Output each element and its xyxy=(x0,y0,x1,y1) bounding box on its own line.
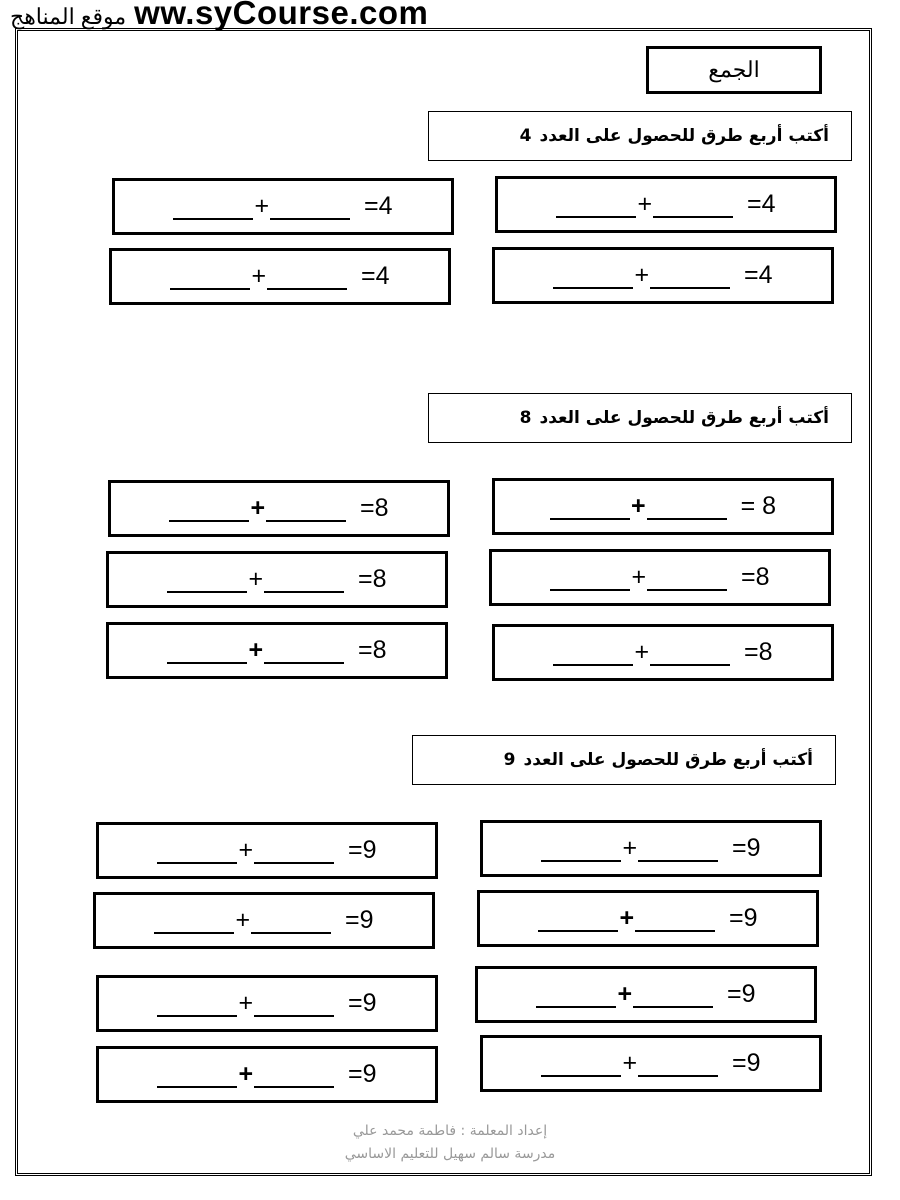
plus-sign: + xyxy=(238,1060,254,1088)
equation-box xyxy=(96,1046,438,1103)
equation-box xyxy=(106,622,448,679)
equation-result: =8 xyxy=(358,565,387,593)
plus-sign: + xyxy=(238,989,254,1017)
equation-box xyxy=(96,975,438,1032)
answer-blank[interactable] xyxy=(553,640,633,666)
equation-result: =9 xyxy=(732,834,761,862)
plus-sign: + xyxy=(250,494,266,522)
school-name: مدرسة سالم سهيل للتعليم الاساسي xyxy=(344,1146,556,1162)
answer-blank[interactable] xyxy=(170,264,250,290)
target-number: 8 xyxy=(519,408,532,428)
answer-blank[interactable] xyxy=(267,264,347,290)
answer-blank[interactable] xyxy=(638,836,718,862)
answer-blank[interactable] xyxy=(254,838,334,864)
equation-box xyxy=(475,966,817,1023)
equation-box xyxy=(480,820,822,877)
equation-result: =4 xyxy=(747,190,776,218)
plus-sign: + xyxy=(634,261,650,289)
instruction-box-4 xyxy=(428,111,852,161)
instruction-box-8 xyxy=(428,393,852,443)
instruction-box-9 xyxy=(412,735,836,785)
equation-result: =4 xyxy=(361,262,390,290)
plus-sign: + xyxy=(251,262,267,290)
teacher-credit: إعداد المعلمة : فاطمة محمد علي xyxy=(352,1123,548,1139)
answer-blank[interactable] xyxy=(647,494,727,520)
equation-box xyxy=(108,480,450,537)
plus-sign: + xyxy=(248,636,264,664)
target-number: 9 xyxy=(503,750,516,770)
watermark-url: ww.syCourse.com xyxy=(134,0,429,31)
answer-blank[interactable] xyxy=(536,982,616,1008)
equation-box xyxy=(495,176,837,233)
answer-blank[interactable] xyxy=(264,567,344,593)
equation-box xyxy=(492,478,834,535)
plus-sign: + xyxy=(617,980,633,1008)
equation-result: =9 xyxy=(348,836,377,864)
answer-blank[interactable] xyxy=(653,192,733,218)
answer-blank[interactable] xyxy=(550,565,630,591)
plus-sign: + xyxy=(630,492,646,520)
answer-blank[interactable] xyxy=(650,640,730,666)
worksheet-title: الجمع xyxy=(646,46,822,94)
answer-blank[interactable] xyxy=(541,836,621,862)
equation-box xyxy=(109,248,451,305)
equation-box xyxy=(93,892,435,949)
equation-result: =9 xyxy=(345,906,374,934)
answer-blank[interactable] xyxy=(251,908,331,934)
answer-blank[interactable] xyxy=(556,192,636,218)
equation-box xyxy=(477,890,819,947)
answer-blank[interactable] xyxy=(270,194,350,220)
plus-sign: + xyxy=(619,904,635,932)
equation-box xyxy=(96,822,438,879)
answer-blank[interactable] xyxy=(167,638,247,664)
equation-result: =8 xyxy=(358,636,387,664)
plus-sign: + xyxy=(622,1049,638,1077)
equation-box xyxy=(112,178,454,235)
plus-sign: + xyxy=(254,192,270,220)
equation-result: =9 xyxy=(727,980,756,1008)
equation-box xyxy=(489,549,831,606)
equation-result: =4 xyxy=(744,261,773,289)
equation-result: = 8 xyxy=(740,492,777,520)
answer-blank[interactable] xyxy=(635,906,715,932)
answer-blank[interactable] xyxy=(157,1062,237,1088)
equation-result: =9 xyxy=(729,904,758,932)
plus-sign: + xyxy=(238,836,254,864)
answer-blank[interactable] xyxy=(650,263,730,289)
answer-blank[interactable] xyxy=(266,496,346,522)
watermark-site-name: موقع المناهج xyxy=(10,4,127,29)
answer-blank[interactable] xyxy=(169,496,249,522)
answer-blank[interactable] xyxy=(538,906,618,932)
answer-blank[interactable] xyxy=(254,991,334,1017)
plus-sign: + xyxy=(634,638,650,666)
answer-blank[interactable] xyxy=(167,567,247,593)
answer-blank[interactable] xyxy=(154,908,234,934)
target-number: 4 xyxy=(519,126,532,146)
answer-blank[interactable] xyxy=(264,638,344,664)
equation-result: =9 xyxy=(348,989,377,1017)
equation-result: =8 xyxy=(741,563,770,591)
equation-result: =9 xyxy=(348,1060,377,1088)
equation-result: =9 xyxy=(732,1049,761,1077)
instruction-text: أكتب أربع طرق للحصول على العدد xyxy=(539,408,829,428)
answer-blank[interactable] xyxy=(157,991,237,1017)
equation-box xyxy=(492,247,834,304)
equation-box xyxy=(480,1035,822,1092)
answer-blank[interactable] xyxy=(157,838,237,864)
plus-sign: + xyxy=(631,563,647,591)
equation-box xyxy=(492,624,834,681)
equation-result: =8 xyxy=(360,494,389,522)
instruction-text: أكتب أربع طرق للحصول على العدد xyxy=(523,750,813,770)
answer-blank[interactable] xyxy=(633,982,713,1008)
equation-result: =8 xyxy=(744,638,773,666)
instruction-text: أكتب أربع طرق للحصول على العدد xyxy=(539,126,829,146)
equation-box xyxy=(106,551,448,608)
plus-sign: + xyxy=(248,565,264,593)
equation-result: =4 xyxy=(364,192,393,220)
answer-blank[interactable] xyxy=(647,565,727,591)
footer-credits xyxy=(300,1120,600,1166)
answer-blank[interactable] xyxy=(550,494,630,520)
answer-blank[interactable] xyxy=(553,263,633,289)
answer-blank[interactable] xyxy=(254,1062,334,1088)
answer-blank[interactable] xyxy=(638,1051,718,1077)
plus-sign: + xyxy=(637,190,653,218)
answer-blank[interactable] xyxy=(173,194,253,220)
plus-sign: + xyxy=(235,906,251,934)
plus-sign: + xyxy=(622,834,638,862)
answer-blank[interactable] xyxy=(541,1051,621,1077)
